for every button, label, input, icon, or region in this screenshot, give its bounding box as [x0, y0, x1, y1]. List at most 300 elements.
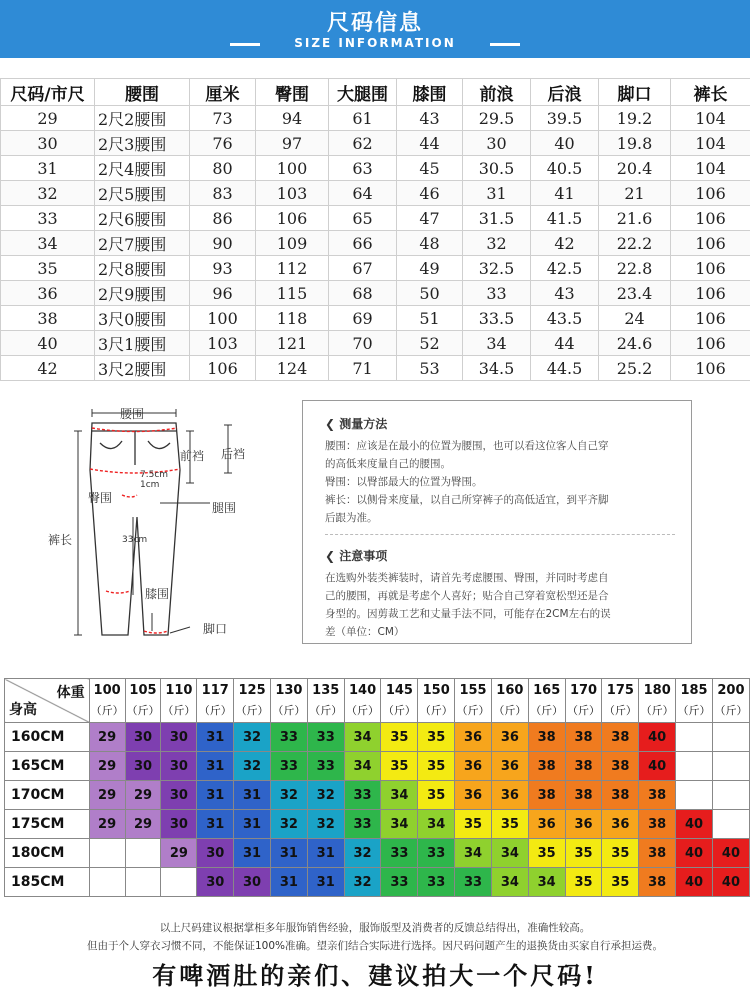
size-table-cell: 103	[190, 331, 256, 356]
height-label-cell: 185CM	[5, 868, 90, 897]
weight-header-cell	[418, 679, 455, 723]
size-table-cell: 106	[671, 331, 750, 356]
weight-unit: （斤）	[235, 703, 269, 717]
weight-header-cell	[234, 679, 271, 723]
chart-row	[5, 723, 750, 752]
size-table-cell: 21.6	[599, 206, 671, 231]
size-table-cell: 34	[1, 231, 95, 256]
size-cell: 40	[712, 839, 749, 868]
weight-header-cell	[381, 679, 418, 723]
size-cell	[712, 723, 749, 752]
size-table-cell: 52	[397, 331, 463, 356]
size-table-cell: 31	[1, 156, 95, 181]
notes-line: 己的腰围，再就是考虑个人喜好；贴合自己穿着宽松型还是合	[325, 590, 609, 602]
size-table-cell: 49	[397, 256, 463, 281]
slogan: 有啤酒肚的亲们、建议拍大一个尺码!	[152, 961, 598, 990]
size-cell: 32	[234, 723, 271, 752]
size-table-cell: 2尺9腰围	[95, 281, 190, 306]
notes-line: 在选购外装类裤装时，请首先考虑腰围、臀围，并同时考虑自	[325, 572, 609, 584]
size-table-cell: 71	[329, 356, 397, 381]
size-cell: 29	[89, 781, 125, 810]
size-cell: 38	[528, 752, 565, 781]
size-table-header	[1, 79, 750, 106]
diagram-label-hem: 脚口	[203, 622, 228, 636]
size-table-cell: 100	[190, 306, 256, 331]
size-cell: 35	[381, 723, 418, 752]
size-table-header-cell: 腰围	[95, 79, 190, 106]
size-cell	[712, 752, 749, 781]
weight-size-chart	[4, 678, 750, 897]
diagram-mark-75: 7.5cm	[140, 470, 169, 480]
size-table-row	[1, 231, 750, 256]
size-cell: 30	[161, 810, 197, 839]
notice-title-text: 注意事项	[339, 549, 388, 563]
size-cell: 35	[565, 868, 602, 897]
weight-unit: （斤）	[90, 703, 124, 717]
size-cell: 29	[125, 810, 161, 839]
size-table-cell: 21	[599, 181, 671, 206]
weight-value: 160	[496, 682, 524, 698]
size-table-cell: 29	[1, 106, 95, 131]
size-table-cell: 46	[397, 181, 463, 206]
size-table-cell: 24	[599, 306, 671, 331]
weight-value: 130	[275, 682, 303, 698]
weight-unit: （斤）	[456, 703, 490, 717]
size-table-cell: 73	[190, 106, 256, 131]
size-table-cell: 40.5	[531, 156, 599, 181]
weight-value: 180	[643, 682, 671, 698]
size-table-cell: 41.5	[531, 206, 599, 231]
size-table-cell: 70	[329, 331, 397, 356]
size-cell: 31	[307, 868, 344, 897]
size-table-cell: 3尺1腰围	[95, 331, 190, 356]
size-table-cell: 96	[190, 281, 256, 306]
size-cell: 35	[418, 781, 455, 810]
weight-value: 150	[422, 682, 450, 698]
weight-value: 155	[459, 682, 487, 698]
size-table-cell: 53	[397, 356, 463, 381]
size-table-cell: 121	[256, 331, 329, 356]
size-cell: 38	[528, 781, 565, 810]
size-table-cell: 104	[671, 106, 750, 131]
weight-header-cell	[491, 679, 528, 723]
size-table-row	[1, 356, 750, 381]
notes-line: 臀围：以臀部最大的位置为臀围。	[325, 476, 483, 488]
weight-unit: （斤）	[493, 703, 527, 717]
page-subtitle: SIZE INFORMATION	[294, 36, 456, 50]
size-cell: 32	[234, 752, 271, 781]
weight-value: 140	[348, 682, 377, 698]
notes-line: 身型的。因剪裁工艺和丈量手法不同，可能存在2CM左右的误	[325, 608, 611, 620]
size-cell: 32	[307, 810, 344, 839]
weight-value: 135	[312, 682, 340, 698]
size-table-cell: 22.2	[599, 231, 671, 256]
size-table-cell: 33	[1, 206, 95, 231]
size-cell: 38	[602, 752, 639, 781]
weight-header-cell	[89, 679, 125, 723]
size-table-header-cell: 脚口	[599, 79, 671, 106]
size-table-cell: 47	[397, 206, 463, 231]
size-table-row	[1, 306, 750, 331]
size-cell: 35	[528, 839, 565, 868]
weight-value: 175	[606, 682, 634, 698]
weight-value: 100	[93, 682, 121, 698]
size-table-row	[1, 131, 750, 156]
size-cell: 31	[234, 810, 271, 839]
size-cell	[676, 781, 713, 810]
diagram-label-length: 裤长	[48, 533, 73, 547]
size-table-cell: 41	[531, 181, 599, 206]
size-table-header-cell: 前浪	[463, 79, 531, 106]
size-table-cell: 35	[1, 256, 95, 281]
weight-axis-label: 体重	[56, 685, 85, 701]
size-cell: 35	[418, 752, 455, 781]
size-table-cell: 90	[190, 231, 256, 256]
size-table-cell: 48	[397, 231, 463, 256]
notes-line: 腰围：应该是在最小的位置为腰围，也可以看这位客人自己穿	[325, 440, 609, 452]
size-table-cell: 19.8	[599, 131, 671, 156]
weight-unit: （斤）	[677, 703, 711, 717]
size-cell: 40	[676, 839, 713, 868]
diagram-label-waist: 腰围	[120, 407, 145, 421]
weight-unit: （斤）	[530, 703, 564, 717]
size-cell: 29	[89, 723, 125, 752]
weight-header-cell	[307, 679, 344, 723]
notice-text	[325, 569, 675, 641]
notes-line: 的高低来度量自己的腰围。	[325, 458, 451, 470]
size-cell	[89, 868, 125, 897]
notes-line: 差（单位：CM）	[325, 626, 405, 638]
size-cell: 30	[197, 868, 234, 897]
header-banner	[0, 0, 750, 58]
size-cell: 35	[381, 752, 418, 781]
size-table-cell: 43	[397, 106, 463, 131]
size-table-row	[1, 281, 750, 306]
size-table-cell: 43.5	[531, 306, 599, 331]
measure-title-text: 测量方法	[339, 417, 388, 431]
size-table-cell: 106	[671, 281, 750, 306]
size-cell: 30	[161, 781, 197, 810]
height-axis-label: 身高	[9, 702, 37, 718]
height-label-cell: 160CM	[5, 723, 90, 752]
height-label-cell: 175CM	[5, 810, 90, 839]
size-cell	[712, 781, 749, 810]
size-table-cell: 76	[190, 131, 256, 156]
size-table-cell: 106	[671, 356, 750, 381]
size-table-cell: 106	[190, 356, 256, 381]
size-table-cell: 30	[463, 131, 531, 156]
size-cell: 31	[197, 723, 234, 752]
size-cell: 32	[344, 868, 381, 897]
weight-value: 185	[680, 682, 708, 698]
size-cell: 40	[676, 868, 713, 897]
weight-header-cell	[712, 679, 749, 723]
size-cell: 33	[270, 723, 307, 752]
size-table-cell: 2尺2腰围	[95, 106, 190, 131]
size-table-cell: 45	[397, 156, 463, 181]
size-table-cell: 2尺6腰围	[95, 206, 190, 231]
size-cell: 38	[565, 723, 602, 752]
size-table-cell: 42	[531, 231, 599, 256]
size-cell: 29	[161, 839, 197, 868]
size-table-cell: 104	[671, 156, 750, 181]
weight-header-cell	[197, 679, 234, 723]
chart-row	[5, 810, 750, 839]
size-cell: 34	[528, 868, 565, 897]
weight-header-cell	[125, 679, 161, 723]
chart-row	[5, 839, 750, 868]
diagram-mark-33: 33cm	[122, 535, 148, 545]
height-label-cell: 180CM	[5, 839, 90, 868]
size-table-cell: 33	[463, 281, 531, 306]
size-table-cell: 118	[256, 306, 329, 331]
weight-unit: （斤）	[198, 703, 232, 717]
size-cell: 34	[344, 723, 381, 752]
size-table-cell: 31	[463, 181, 531, 206]
size-table-cell: 69	[329, 306, 397, 331]
size-table-cell: 2尺5腰围	[95, 181, 190, 206]
size-cell: 33	[270, 752, 307, 781]
size-table-cell: 106	[671, 256, 750, 281]
size-cell: 31	[197, 810, 234, 839]
size-table-header-cell: 大腿围	[329, 79, 397, 106]
weight-unit: （斤）	[640, 703, 674, 717]
size-cell: 36	[491, 723, 528, 752]
weight-header-cell	[639, 679, 676, 723]
size-table-row	[1, 156, 750, 181]
size-table-cell: 68	[329, 281, 397, 306]
footer-note-1: 以上尺码建议根据掌柜多年服饰销售经验，服饰版型及消费者的反馈总结得出，准确性较高。	[159, 922, 591, 934]
diagram-label-thigh: 腿围	[212, 501, 237, 515]
size-cell: 35	[491, 810, 528, 839]
size-cell: 31	[197, 752, 234, 781]
size-cell: 38	[639, 868, 676, 897]
weight-unit: （斤）	[309, 703, 343, 717]
size-cell: 30	[125, 723, 161, 752]
size-table-cell: 86	[190, 206, 256, 231]
page-title: 尺码信息	[326, 11, 423, 36]
size-table-cell: 42	[1, 356, 95, 381]
size-table-cell: 34.5	[463, 356, 531, 381]
size-cell: 32	[344, 839, 381, 868]
chart-row	[5, 868, 750, 897]
size-table-header-cell: 臀围	[256, 79, 329, 106]
size-table-cell: 38	[1, 306, 95, 331]
size-table-cell: 2尺8腰围	[95, 256, 190, 281]
size-table-cell: 24.6	[599, 331, 671, 356]
size-table-cell: 109	[256, 231, 329, 256]
size-table-cell: 61	[329, 106, 397, 131]
size-cell: 36	[455, 723, 492, 752]
size-table-cell: 106	[256, 206, 329, 231]
weight-unit: （斤）	[162, 703, 196, 717]
size-table-cell: 39.5	[531, 106, 599, 131]
size-cell: 31	[234, 781, 271, 810]
weight-header-cell	[161, 679, 197, 723]
size-table-header-cell: 裤长	[671, 79, 750, 106]
size-cell: 38	[565, 781, 602, 810]
size-table-cell: 112	[256, 256, 329, 281]
weight-value: 105	[129, 682, 157, 698]
size-table-cell: 94	[256, 106, 329, 131]
weight-header-cell	[565, 679, 602, 723]
weight-header-cell	[528, 679, 565, 723]
weight-value: 170	[569, 682, 598, 698]
chart-row	[5, 752, 750, 781]
diagram-label-hip: 臀围	[88, 491, 113, 505]
size-cell: 34	[491, 839, 528, 868]
size-table-cell: 106	[671, 181, 750, 206]
size-cell: 38	[565, 752, 602, 781]
size-cell: 35	[602, 839, 639, 868]
size-cell: 31	[234, 839, 271, 868]
size-table-cell: 44	[397, 131, 463, 156]
size-cell: 33	[455, 868, 492, 897]
chart-corner	[5, 679, 90, 723]
size-table-cell: 33.5	[463, 306, 531, 331]
size-cell: 32	[270, 781, 307, 810]
size-table-cell: 66	[329, 231, 397, 256]
size-table-cell: 25.2	[599, 356, 671, 381]
size-cell: 34	[418, 810, 455, 839]
size-table-cell: 106	[671, 231, 750, 256]
notice-title: ❮ 注意事项	[325, 549, 388, 563]
size-cell: 40	[712, 868, 749, 897]
size-table-cell: 32	[463, 231, 531, 256]
size-cell: 36	[455, 752, 492, 781]
size-table-cell: 2尺3腰围	[95, 131, 190, 156]
size-table-cell: 104	[671, 131, 750, 156]
size-cell: 33	[307, 723, 344, 752]
size-table-cell: 103	[256, 181, 329, 206]
diagram-mark-1: 1cm	[140, 480, 160, 490]
weight-value: 110	[165, 682, 193, 698]
size-table-cell: 22.8	[599, 256, 671, 281]
pants-diagram	[40, 395, 270, 650]
size-cell: 40	[639, 752, 676, 781]
header-rule-right	[490, 43, 520, 46]
size-cell: 34	[344, 752, 381, 781]
size-cell	[125, 839, 161, 868]
weight-unit: （斤）	[126, 703, 160, 717]
size-cell	[161, 868, 197, 897]
size-table-cell: 64	[329, 181, 397, 206]
size-table-cell: 115	[256, 281, 329, 306]
height-label-cell: 165CM	[5, 752, 90, 781]
weight-header-cell	[270, 679, 307, 723]
size-cell: 35	[602, 868, 639, 897]
size-table-row	[1, 256, 750, 281]
size-cell: 33	[344, 810, 381, 839]
size-cell	[676, 723, 713, 752]
size-cell: 30	[197, 839, 234, 868]
size-table-cell: 50	[397, 281, 463, 306]
weight-unit: （斤）	[382, 703, 416, 717]
size-cell: 29	[89, 752, 125, 781]
size-cell: 29	[125, 781, 161, 810]
size-table-cell: 19.2	[599, 106, 671, 131]
size-table-cell: 106	[671, 306, 750, 331]
size-cell: 33	[344, 781, 381, 810]
size-table-cell: 43	[531, 281, 599, 306]
size-cell: 36	[455, 781, 492, 810]
size-cell: 30	[161, 752, 197, 781]
diagram-label-front-rise: 前裆	[180, 449, 205, 463]
size-table-cell: 97	[256, 131, 329, 156]
size-cell: 33	[381, 839, 418, 868]
size-table-cell: 67	[329, 256, 397, 281]
size-cell: 40	[639, 723, 676, 752]
weight-unit: （斤）	[419, 703, 453, 717]
size-cell	[125, 868, 161, 897]
size-cell	[89, 839, 125, 868]
size-cell: 40	[676, 810, 713, 839]
size-table-cell: 44.5	[531, 356, 599, 381]
size-table-header-cell: 尺码/市尺	[1, 79, 95, 106]
size-cell: 33	[418, 868, 455, 897]
size-cell: 33	[381, 868, 418, 897]
notes-line: 裤长：以侧骨来度量，以自己所穿裤子的高低适宜，到平齐脚	[325, 494, 609, 506]
size-cell: 31	[307, 839, 344, 868]
weight-value: 125	[238, 682, 266, 698]
size-cell: 35	[565, 839, 602, 868]
size-cell: 36	[602, 810, 639, 839]
size-cell: 38	[639, 781, 676, 810]
size-table-header-cell: 后浪	[531, 79, 599, 106]
size-table-cell: 2尺7腰围	[95, 231, 190, 256]
size-cell: 31	[270, 839, 307, 868]
size-table-cell: 29.5	[463, 106, 531, 131]
size-table-cell: 2尺4腰围	[95, 156, 190, 181]
size-table-cell: 30.5	[463, 156, 531, 181]
size-cell: 32	[307, 781, 344, 810]
size-table-cell: 3尺2腰围	[95, 356, 190, 381]
size-cell: 34	[455, 839, 492, 868]
size-table-cell: 3尺0腰围	[95, 306, 190, 331]
diagram-label-knee: 膝围	[145, 587, 170, 601]
weight-header-cell	[455, 679, 492, 723]
weight-unit: （斤）	[714, 703, 748, 717]
size-cell: 34	[381, 781, 418, 810]
size-table-cell: 34	[463, 331, 531, 356]
footer-note-2: 但由于个人穿衣习惯不同，不能保证100%准确。望亲们结合实际进行选择。因尺码问题产生的退换货由买家自行承担运费。	[86, 940, 664, 952]
size-table-cell: 30	[1, 131, 95, 156]
size-cell: 30	[125, 752, 161, 781]
size-table-cell: 63	[329, 156, 397, 181]
size-cell: 35	[455, 810, 492, 839]
size-table-cell: 80	[190, 156, 256, 181]
size-table-cell: 100	[256, 156, 329, 181]
size-table-cell: 62	[329, 131, 397, 156]
size-table-row	[1, 181, 750, 206]
size-table-cell: 32	[1, 181, 95, 206]
size-table-cell: 124	[256, 356, 329, 381]
size-table-row	[1, 206, 750, 231]
height-label-cell: 170CM	[5, 781, 90, 810]
measure-text	[325, 437, 675, 527]
chart-row	[5, 781, 750, 810]
size-table-cell: 20.4	[599, 156, 671, 181]
notes-box	[302, 400, 692, 644]
weight-header-cell	[344, 679, 381, 723]
size-cell: 30	[234, 868, 271, 897]
size-cell	[676, 752, 713, 781]
size-cell: 36	[491, 781, 528, 810]
size-cell: 38	[639, 839, 676, 868]
size-table-cell: 42.5	[531, 256, 599, 281]
size-table-cell: 31.5	[463, 206, 531, 231]
weight-header-cell	[676, 679, 713, 723]
